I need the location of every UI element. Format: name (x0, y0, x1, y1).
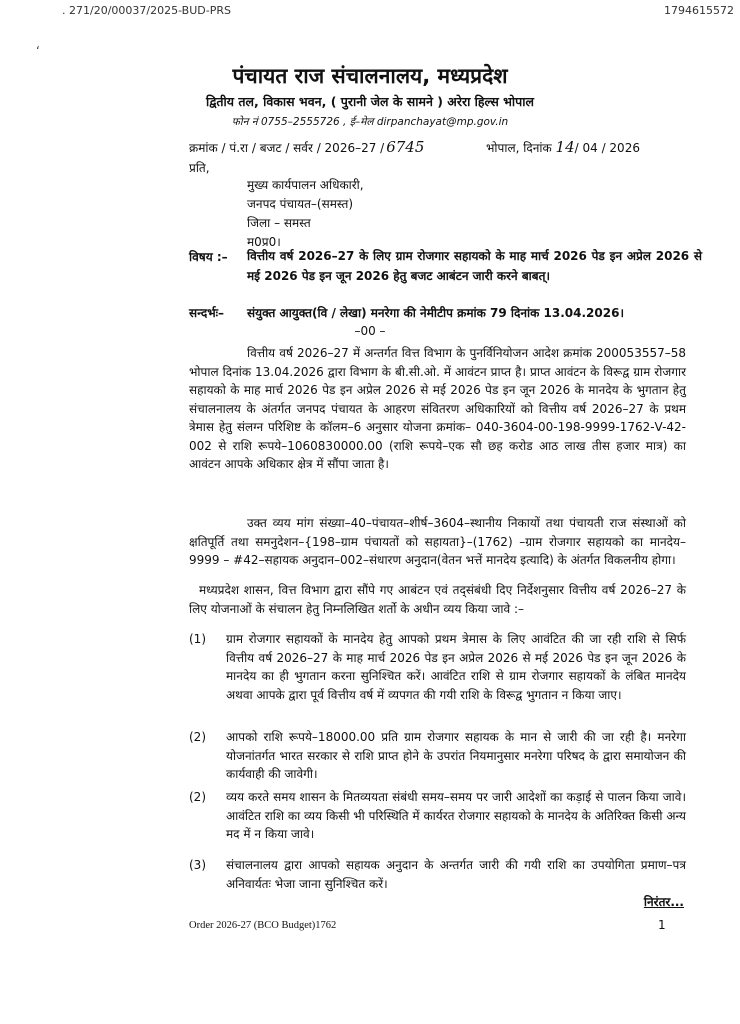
recipient-line: जनपद पंचायत–(समस्त) (247, 197, 354, 211)
to-label: प्रति, (189, 161, 210, 175)
body-paragraph: उक्त व्यय मांग संख्या–40–पंचायत–शीर्ष–3604–स्थानीय निकायों तथा पंचायती राज संस्थाओं को क्षतिपूर्ति तथा समनुदेशन–{198–ग्राम पंचायतों को सहायता}–(1762) –ग्राम रोजगार सहायको का मानदेय–9999 – #42–सहायक अनुदान–002–संधारण अनुदान(वेतन भत्तें मानदेय इत्यादि) के अंतर्गत विकलनीय होगा। (189, 516, 686, 567)
date-suffix: / 04 / 2026 (574, 141, 640, 155)
footer-order-label: Order 2026-27 (BCO Budget)1762 (189, 920, 337, 931)
office-title: पंचायत राज संचालनालय, मध्यप्रदेश (232, 64, 508, 88)
subject-label: विषय :– (189, 250, 228, 264)
file-number: . 271/20/00037/2025-BUD-PRS (62, 4, 231, 17)
condition-text: व्यय करते समय शासन के मितव्ययता संबंधी समय–समय पर जारी आदेशों का कड़ाई से पालन किया जावे। आवंटित राशि का व्यय किसी भी परिस्थिति में कार्यरत रोजगार सहायको के मानदेय के अतिरिक्त किसी अन्य मद में न किया जावे। (226, 790, 686, 841)
page-number: 1 (658, 918, 666, 932)
condition-number: (2) (189, 790, 206, 804)
recipient-line: जिला – समस्त (247, 216, 311, 230)
recipient-line: मुख्य कार्यपालन अधिकारी, (247, 178, 364, 192)
office-address: द्वितीय तल, विकास भवन, ( पुरानी जेल के सामने ) अरेरा हिल्स भोपाल (206, 94, 534, 109)
condition-number: (3) (189, 858, 206, 872)
separator: –00 – (354, 324, 386, 338)
recipient-line: म0प्र0। (247, 235, 281, 249)
body-paragraph: वित्तीय वर्ष 2026–27 में अन्तर्गत वित्त विभाग के पुनर्विनियोजन आदेश क्रमांक 200053557–58 भोपाल दिनांक 13.04.2026 द्वारा विभाग के बी.सी.ओ. में आवंटन प्राप्त है। प्राप्त आवंटन के विरूद्व ग्राम रोजगार सहायको के माह मार्च 2026 पेड इन अप्रेल 2026 से मई 2026 पेड इन जून 2026 के मानदेय के भुगतान हेतु संचालनालय के अंतर्गत जनपद पंचायत के आहरण संवितरण अधिकारियों को वित्तीय वर्ष 2026–27 के प्रथम त्रेमास हेतु संलग्न परिशिष्ट के कॉलम–6 अनुसार योजना क्रमांक– 040-3604-00-198-9999-1762-V-42-002 से राशि रूपये–1060830000.00 (राशि रूपये–एक सौ छह करोड आठ लाख तीस हजार मात्र) का आवंटन आपके अधिकार क्षेत्र में सौंपा जाता है। (189, 346, 686, 471)
handwritten-day: 14 (555, 138, 575, 156)
reference-label: सन्दर्भः– (189, 306, 225, 320)
corner-number: 1794615572 (664, 4, 734, 17)
order-number-text: क्रमांक / पं.रा / बजट / सर्वर / 2026–27 / (189, 141, 385, 155)
place-date-prefix: भोपाल, दिनांक (486, 141, 552, 155)
order-number (189, 138, 424, 156)
condition-text: आपको राशि रूपये–18000.00 प्रति ग्राम रोजगार सहायक के मान से जारी की जा रही है। मनरेगा योजनांतर्गत भारत सरकार से राशि प्राप्त होने के उपरांत नियमानुसार मनरेगा परिषद के द्वारा समायोजन की कार्यवाही की जावेगी। (226, 730, 686, 781)
margin-mark: ʻ (36, 44, 40, 58)
place-date (486, 138, 640, 156)
body-paragraph: मध्यप्रदेश शासन, वित्त विभाग द्वारा सौंपे गए आबंटन एवं तद्संबंधी दिए निर्देशनुसार वित्तीय वर्ष 2026–27 के लिए योजनाओं के संचालन हेतु निम्नलिखित शर्तो के अधीन व्यय किया जावे :– (189, 583, 686, 616)
condition-number: (1) (189, 632, 206, 646)
condition-text: ग्राम रोजगार सहायकों के मानदेय हेतु आपको प्रथम त्रेमास के लिए आवंटित की जा रही राशि से सिर्फ वित्तीय वर्ष 2026–27 के माह मार्च 2026 पेड इन अप्रेल 2026 से मई 2026 पेड इन जून 2026 के मानदेय का ही भुगतान करना सुनिश्चित करें। आवंटित राशि से ग्राम रोजगार सहायकों के लंबित मानदेय अथवा आपके द्वारा पूर्व वित्तीय वर्ष में व्यपगत की गयी राशि के विरूद्व भुगतान न किया जाए। (226, 632, 686, 702)
office-contact: फोन नं 0755–2555726 , ई–मेल dirpanchayat@mp.gov.in (231, 116, 509, 128)
reference-text: संयुक्त आयुक्त(वि / लेखा) मनरेगा की नेमीटीप क्रमांक 79 दिनांक 13.04.2026। (247, 306, 624, 320)
subject-text: वित्तीय वर्ष 2026–27 के लिए ग्राम रोजगार सहायको के माह मार्च 2026 पेड इन अप्रेल 2026 से मई 2026 पेड इन जून 2026 हेतु बजट आबंटन जारी करने बाबत्। (247, 249, 702, 283)
condition-number: (2) (189, 730, 206, 744)
continued-label: निरंतर... (643, 895, 684, 909)
handwritten-order-number: 6745 (386, 138, 425, 156)
condition-text: संचालनालय द्वारा आपको सहायक अनुदान के अन्तर्गत जारी की गयी राशि का उपयोगिता प्रमाण–पत्र अनिवार्यतः भेजा जाना सुनिश्चित करें। (226, 858, 686, 891)
